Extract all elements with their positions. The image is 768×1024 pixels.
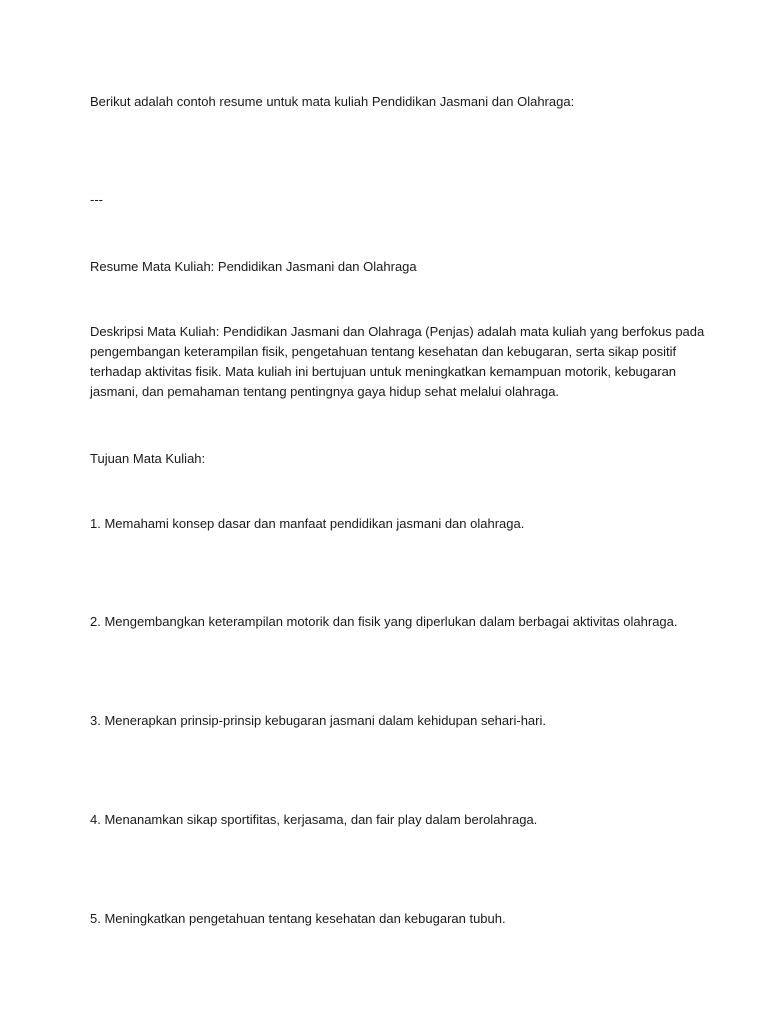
- description-line: terhadap aktivitas fisik. Mata kuliah ini bertujuan untuk meningkatkan kemampuan motorik, kebugaran: [90, 364, 677, 379]
- intro-text: Berikut adalah contoh resume untuk mata kuliah Pendidikan Jasmani dan Olahraga:: [90, 94, 575, 109]
- course-description: [90, 322, 705, 402]
- goal-item: 4. Menanamkan sikap sportifitas, kerjasama, dan fair play dalam berolahraga.: [90, 812, 538, 827]
- goals-heading: Tujuan Mata Kuliah:: [90, 451, 206, 466]
- goal-item: 5. Meningkatkan pengetahuan tentang kesehatan dan kebugaran tubuh.: [90, 911, 506, 926]
- goal-item: 3. Menerapkan prinsip-prinsip kebugaran jasmani dalam kehidupan sehari-hari.: [90, 713, 546, 728]
- goal-item: 1. Memahami konsep dasar dan manfaat pendidikan jasmani dan olahraga.: [90, 516, 525, 531]
- resume-title: Resume Mata Kuliah: Pendidikan Jasmani dan Olahraga: [90, 259, 417, 274]
- separator: ---: [90, 192, 103, 207]
- goal-item: 2. Mengembangkan keterampilan motorik dan fisik yang diperlukan dalam berbagai aktivitas olahraga.: [90, 614, 678, 629]
- description-line: Deskripsi Mata Kuliah: Pendidikan Jasmani dan Olahraga (Penjas) adalah mata kuliah yang berfokus pada: [90, 324, 705, 339]
- description-line: jasmani, dan pemahaman tentang pentingnya gaya hidup sehat melalui olahraga.: [90, 384, 560, 399]
- description-line: pengembangan keterampilan fisik, pengetahuan tentang kesehatan dan kebugaran, serta sikap positif: [90, 344, 677, 359]
